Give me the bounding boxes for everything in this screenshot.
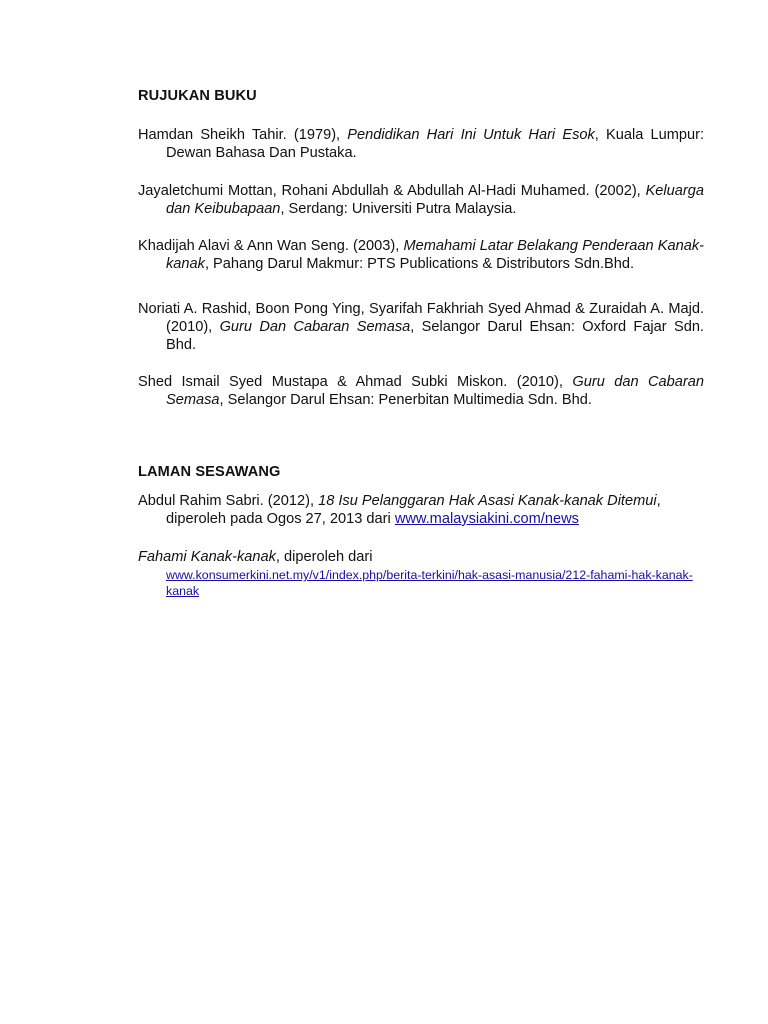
ref-publisher: , Pahang Darul Makmur: PTS Publications & Distributors Sdn.Bhd. — [204, 256, 635, 272]
ref-title: Guru dan Cabaran Semasa — [166, 374, 704, 408]
reference-web-1 — [138, 492, 704, 528]
ref-access: , diperoleh dari — [275, 549, 373, 565]
ref-title: Keluarga dan Keibubapaan — [166, 183, 704, 217]
reference-book-2 — [138, 182, 704, 218]
section-heading-web: LAMAN SESAWANG — [138, 464, 281, 480]
ref-title: Pendidikan Hari Ini Untuk Hari Esok — [347, 127, 595, 143]
ref-publisher: , Kuala Lumpur: Dewan Bahasa Dan Pustaka. — [166, 127, 705, 161]
reference-web-2 — [138, 548, 704, 599]
reference-book-1 — [138, 126, 704, 162]
ref-publisher: , Serdang: Universiti Putra Malaysia. — [280, 201, 517, 217]
ref-authors-year: Noriati A. Rashid, Boon Pong Ying, Syarifah Fakhriah Syed Ahmad & Zuraidah A. Majd. (2010), — [138, 301, 704, 335]
ref-title: Fahami Kanak-kanak — [138, 549, 276, 565]
ref-authors-year: Jayaletchumi Mottan, Rohani Abdullah & Abdullah Al-Hadi Muhamed. (2002), — [138, 183, 646, 199]
ref-link-konsumerkini[interactable]: www.konsumerkini.net.my/v1/index.php/berita-terkini/hak-asasi-manusia/212-fahami-hak-kanak-kanak — [166, 568, 693, 598]
ref-publisher: , Selangor Darul Ehsan: Oxford Fajar Sdn. Bhd. — [166, 319, 704, 353]
ref-authors-year: Khadijah Alavi & Ann Wan Seng. (2003), — [138, 238, 404, 254]
reference-book-3 — [138, 237, 704, 273]
ref-title: Guru Dan Cabaran Semasa — [219, 319, 411, 335]
section-heading-books: RUJUKAN BUKU — [138, 88, 257, 104]
ref-publisher: , Selangor Darul Ehsan: Penerbitan Multimedia Sdn. Bhd. — [219, 392, 592, 408]
reference-book-4 — [138, 300, 704, 354]
ref-authors-year: Abdul Rahim Sabri. (2012), — [138, 493, 319, 509]
ref-authors-year: Hamdan Sheikh Tahir. (1979), — [138, 127, 348, 143]
ref-link-malaysiakini[interactable]: www.malaysiakini.com/news — [394, 511, 579, 527]
reference-book-5 — [138, 373, 704, 409]
ref-title: 18 Isu Pelanggaran Hak Asasi Kanak-kanak Ditemui — [318, 493, 657, 509]
ref-title: Memahami Latar Belakang Penderaan Kanak-kanak — [166, 238, 704, 272]
ref-access: , diperoleh pada Ogos 27, 2013 dari — [166, 493, 661, 527]
ref-authors-year: Shed Ismail Syed Mustapa & Ahmad Subki Miskon. (2010), — [138, 374, 573, 390]
